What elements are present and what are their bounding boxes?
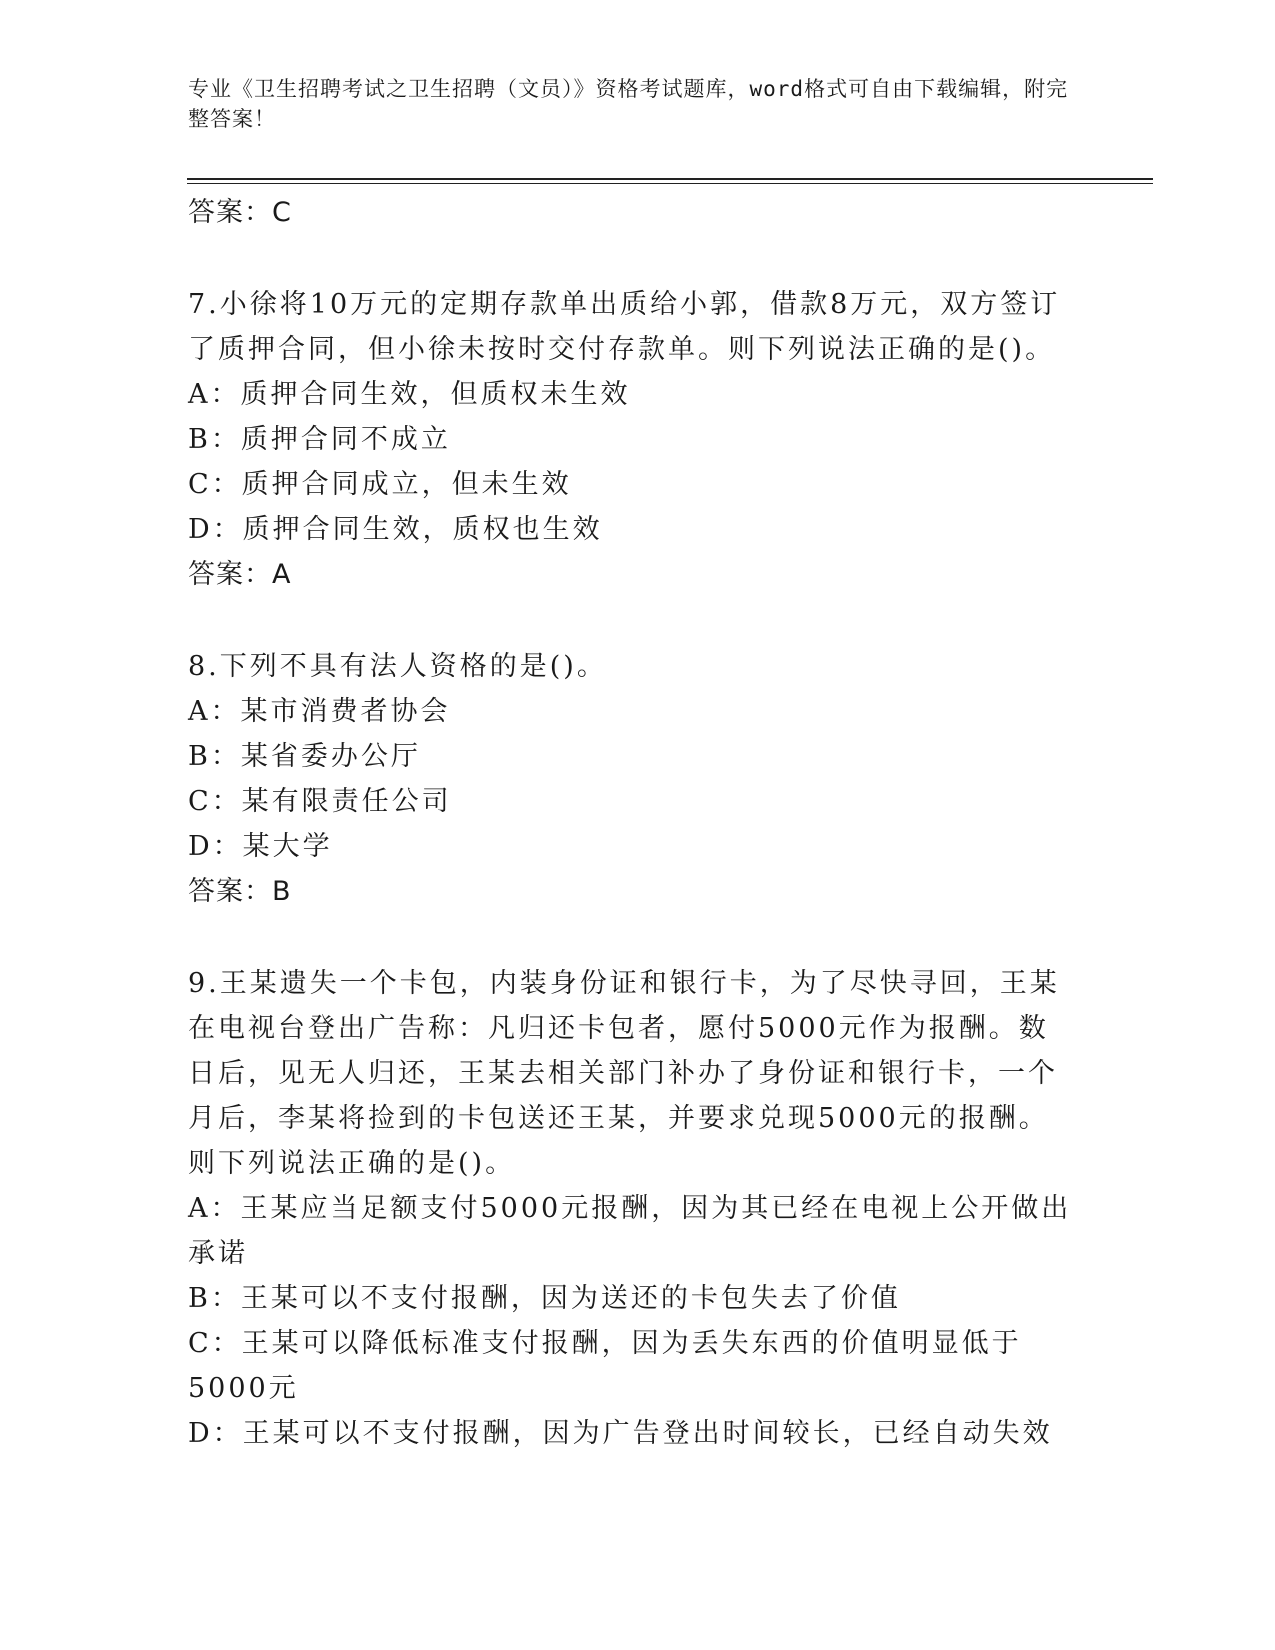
option-a: A：质押合同生效，但质权未生效	[188, 379, 631, 410]
option-d: D：某大学	[188, 831, 333, 862]
spacer	[188, 914, 1088, 961]
question-8	[188, 644, 1088, 914]
question-stem: 9.王某遗失一个卡包，内装身份证和银行卡，为了尽快寻回，王某在电视台登出广告称：凡归还卡包者，愿付5000元作为报酬。数日后，见无人归还，王某去相关部门补办了身份证和银行卡，一个月后，李某将捡到的卡包送还王某，并要求兑现5000元的报酬。则下列说法正确的是()。	[188, 968, 1060, 1179]
answer-q7: 答案：A	[188, 559, 292, 590]
option-a: A：王某应当足额支付5000元报酬，因为其已经在电视上公开做出承诺	[188, 1193, 1072, 1269]
option-b: B：王某可以不支付报酬，因为送还的卡包失去了价值	[188, 1283, 901, 1314]
option-c: C：质押合同成立，但未生效	[188, 469, 572, 500]
question-list	[188, 190, 1088, 1456]
question-stem: 8.下列不具有法人资格的是()。	[188, 651, 607, 682]
spacer	[188, 597, 1088, 644]
option-b: B：某省委办公厅	[188, 741, 421, 772]
answer-q6: 答案：C	[188, 197, 292, 228]
option-c: C：王某可以降低标准支付报酬，因为丢失东西的价值明显低于5000元	[188, 1328, 1022, 1404]
option-d: D：王某可以不支付报酬，因为广告登出时间较长，已经自动失效	[188, 1418, 1053, 1449]
header-rule-thin	[187, 183, 1153, 184]
option-c: C：某有限责任公司	[188, 786, 452, 817]
document-header: 专业《卫生招聘考试之卫生招聘（文员）》资格考试题库，word格式可自由下载编辑，附完整答案！	[188, 77, 1069, 131]
question-7	[188, 282, 1088, 597]
spacer	[188, 235, 1088, 282]
question-9	[188, 961, 1088, 1456]
question-stem: 7.小徐将10万元的定期存款单出质给小郭，借款8万元，双方签订了质押合同，但小徐未按时交付存款单。则下列说法正确的是()。	[188, 289, 1061, 365]
option-d: D：质押合同生效，质权也生效	[188, 514, 603, 545]
header-rule-thick	[187, 178, 1153, 180]
answer-q8: 答案：B	[188, 876, 292, 907]
option-a: A：某市消费者协会	[188, 696, 451, 727]
option-b: B：质押合同不成立	[188, 424, 451, 455]
